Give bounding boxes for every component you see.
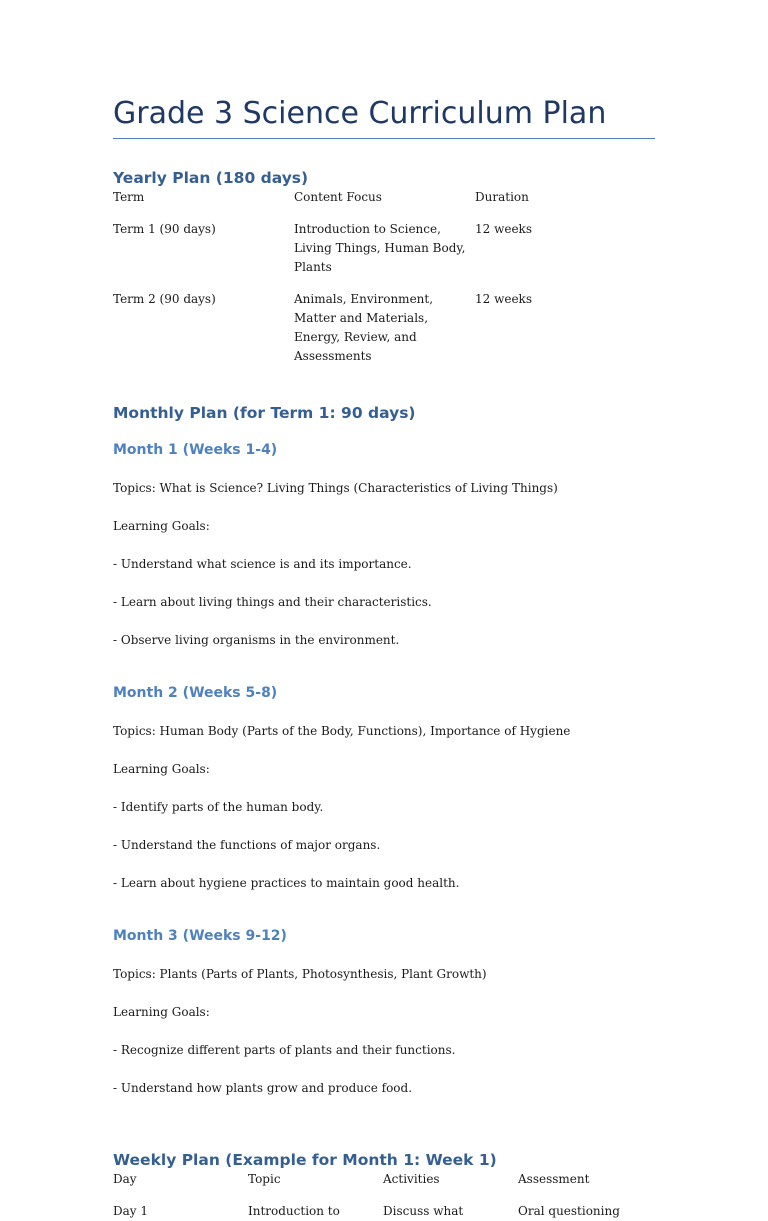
table-row — [113, 1202, 653, 1221]
month-1-topics: Topics: What is Science? Living Things (Characteristics of Living Things) — [113, 481, 558, 495]
month-2-body — [113, 703, 655, 912]
monthly-plan-heading: Monthly Plan (for Term 1: 90 days) — [113, 404, 416, 422]
table-cell: Term 2 (90 days) — [113, 292, 216, 306]
column-header-topic: Topic — [248, 1172, 281, 1186]
month-3-body — [113, 946, 655, 1117]
table-cell: Oral questioning — [518, 1204, 620, 1218]
list-item: - Identify parts of the human body. — [113, 800, 324, 814]
yearly-plan-table — [113, 188, 655, 379]
column-header-day: Day — [113, 1172, 137, 1186]
table-cell: Discuss what — [383, 1204, 464, 1218]
month-2-goals-label: Learning Goals: — [113, 762, 210, 776]
list-item: - Learn about hygiene practices to maintain good health. — [113, 876, 460, 890]
month-3-heading: Month 3 (Weeks 9-12) — [113, 928, 287, 944]
table-cell: 12 weeks — [475, 222, 532, 236]
weekly-plan-heading: Weekly Plan (Example for Month 1: Week 1) — [113, 1151, 497, 1169]
month-2-section — [113, 683, 655, 912]
column-header-activities: Activities — [383, 1172, 440, 1186]
table-cell: Day 1 — [113, 1204, 149, 1218]
column-header-content-focus: Content Focus — [294, 190, 382, 204]
month-1-body — [113, 460, 655, 669]
table-cell: Term 1 (90 days) — [113, 222, 216, 236]
month-3-topics: Topics: Plants (Parts of Plants, Photosynthesis, Plant Growth) — [113, 967, 487, 981]
month-1-heading: Month 1 (Weeks 1-4) — [113, 442, 278, 458]
table-cell: Introduction to Science, Living Things, Human Body, Plants — [294, 222, 466, 274]
table-cell: Animals, Environment, Matter and Materials, Energy, Review, and Assessments — [294, 292, 434, 363]
month-2-heading: Month 2 (Weeks 5-8) — [113, 685, 278, 701]
page-title: Grade 3 Science Curriculum Plan — [113, 94, 655, 139]
table-header-row — [113, 1170, 653, 1202]
list-item: - Understand the functions of major organs. — [113, 838, 381, 852]
column-header-assessment: Assessment — [518, 1172, 590, 1186]
table-cell: 12 weeks — [475, 292, 532, 306]
month-2-topics: Topics: Human Body (Parts of the Body, Functions), Importance of Hygiene — [113, 724, 571, 738]
list-item: - Understand how plants grow and produce food. — [113, 1081, 413, 1095]
list-item: - Learn about living things and their characteristics. — [113, 595, 432, 609]
table-cell: Introduction to — [248, 1204, 340, 1218]
list-item: - Recognize different parts of plants and their functions. — [113, 1043, 456, 1057]
table-header-row — [113, 188, 655, 220]
month-3-goals-label: Learning Goals: — [113, 1005, 210, 1019]
weekly-plan-table — [113, 1170, 653, 1221]
month-1-goals-label: Learning Goals: — [113, 519, 210, 533]
table-row — [113, 220, 655, 290]
document-content — [113, 94, 655, 1221]
column-header-duration: Duration — [475, 190, 529, 204]
table-row — [113, 290, 655, 379]
month-3-section — [113, 926, 655, 1117]
month-1-section — [113, 440, 655, 669]
column-header-term: Term — [113, 190, 145, 204]
yearly-plan-heading: Yearly Plan (180 days) — [113, 169, 309, 187]
list-item: - Understand what science is and its importance. — [113, 557, 412, 571]
list-item: - Observe living organisms in the environment. — [113, 633, 400, 647]
